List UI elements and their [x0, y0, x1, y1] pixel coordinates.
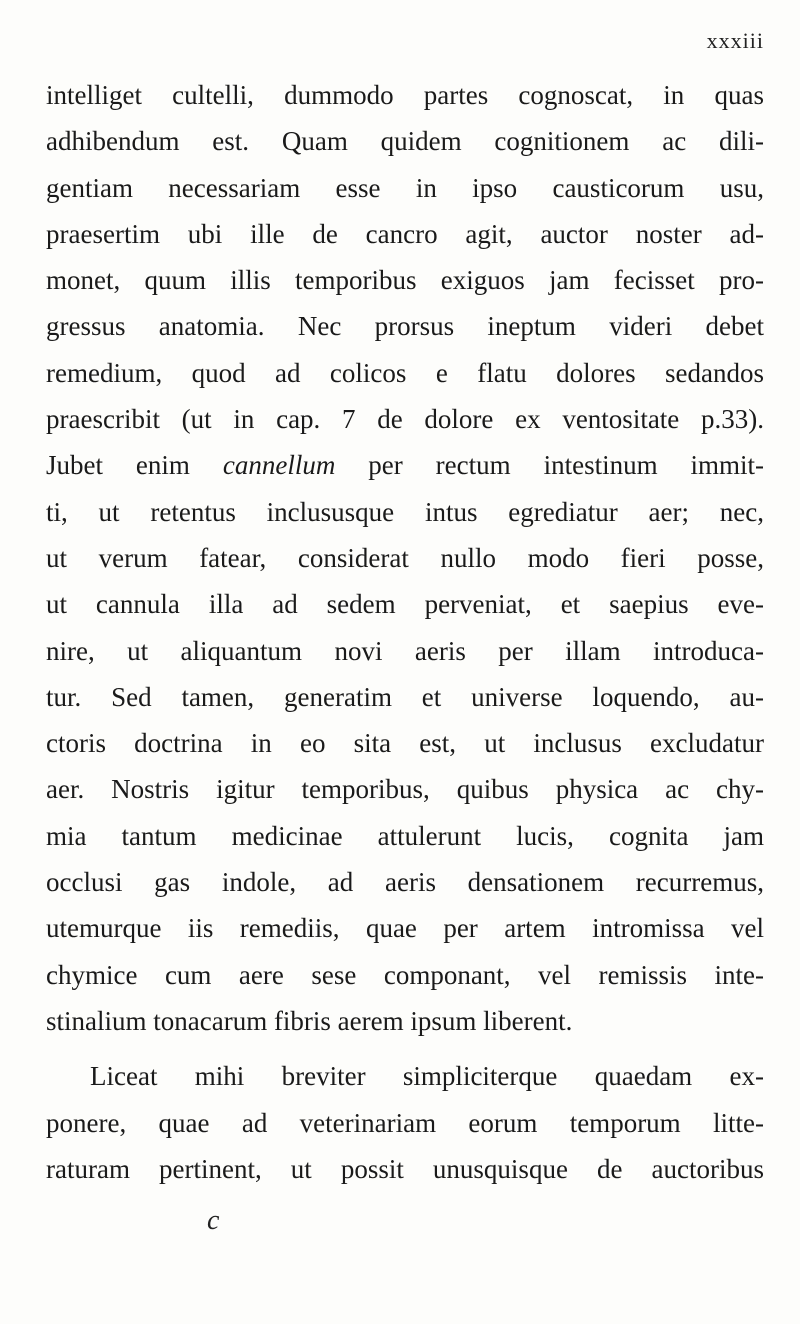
- text-line: gentiam necessariam esse in ipso causticorum usu,: [46, 172, 764, 203]
- text-line: [46, 442, 764, 488]
- text-line: praesertim ubi ille de cancro agit, auctor noster ad-: [46, 218, 764, 249]
- paragraph: [46, 72, 764, 1044]
- text-line: monet, quum illis temporibus exiguos jam fecisset pro-: [46, 265, 764, 296]
- text-segment: per rectum intestinum immit-: [335, 450, 765, 481]
- paragraph: [46, 1053, 764, 1192]
- body-text: [46, 72, 764, 1192]
- text-line: aer. Nostris igitur temporibus, quibus physica ac chy-: [46, 774, 764, 805]
- text-line: ti, ut retentus inclususque intus egrediatur aer; nec,: [46, 496, 764, 527]
- text-line: chymice cum aere sese componant, vel remissis inte-: [46, 959, 764, 990]
- text-line: ut verum fatear, considerat nullo modo fieri posse,: [46, 542, 764, 573]
- text-line: praescribit (ut in cap. 7 de dolore ex ventositate p.33).: [46, 404, 764, 435]
- text-line: utemurque iis remediis, quae per artem intromissa vel: [46, 913, 764, 944]
- signature-mark: c: [207, 1205, 220, 1236]
- text-line: nire, ut aliquantum novi aeris per illam introduca-: [46, 635, 764, 666]
- text-segment: Jubet enim: [46, 450, 223, 481]
- text-line: ponere, quae ad veterinariam eorum temporum litte-: [46, 1107, 764, 1138]
- text-line: Liceat mihi breviter simpliciterque quaedam ex-: [90, 1061, 764, 1092]
- text-line: tur. Sed tamen, generatim et universe loquendo, au-: [46, 681, 764, 712]
- text-line: adhibendum est. Quam quidem cognitionem ac dili-: [46, 126, 764, 157]
- text-line: occlusi gas indole, ad aeris densationem recurremus,: [46, 867, 764, 898]
- text-line: ctoris doctrina in eo sita est, ut inclusus excludatur: [46, 728, 764, 759]
- page-number: xxxiii: [706, 28, 764, 53]
- text-line: stinalium tonacarum fibris aerem ipsum liberent.: [46, 1005, 573, 1036]
- italic-term: cannellum: [222, 450, 336, 481]
- text-line: intelliget cultelli, dummodo partes cognoscat, in quas: [46, 80, 764, 110]
- text-line: remedium, quod ad colicos e flatu dolores sedandos: [46, 357, 764, 388]
- text-line: gressus anatomia. Nec prorsus ineptum videri debet: [46, 311, 764, 342]
- text-line: raturam pertinent, ut possit unusquisque de auctoribus: [46, 1153, 764, 1184]
- text-line: ut cannula illa ad sedem perveniat, et saepius eve-: [46, 589, 764, 620]
- text-line: mia tantum medicinae attulerunt lucis, cognita jam: [46, 820, 764, 851]
